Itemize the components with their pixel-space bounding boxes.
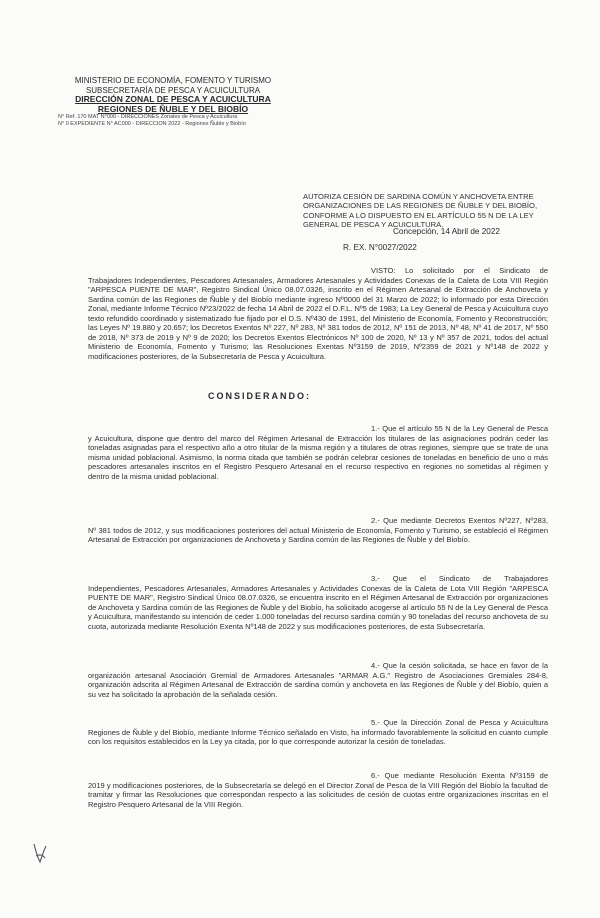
reference-line-1: N° Ref. 170 MAT N°000 - DIRECCIONES Zonales de Pesca y Acuicultura	[58, 114, 238, 120]
institution-header	[58, 76, 288, 128]
considerando-6-text: 6.- Que mediante Resolución Exenta Nº3159 de 2019 y modificaciones posteriores, de la Subsecretaría se delegó en el Director Zonal de Pesca de la VIII Región del Biobío la facultad de tramitar y firmar las Resoluciones que correspondan respecto a las solicitudes de cesión de cuotas entre organizaciones inscritas en el Registro Pesquero Artesanal de la VIII Región.	[88, 771, 548, 809]
ministry-line: MINISTERIO DE ECONOMÍA, FOMENTO Y TURISMO	[74, 76, 272, 85]
considerando-6	[88, 771, 548, 809]
considerando-3	[88, 574, 548, 631]
resolution-matter: AUTORIZA CESIÓN DE SARDINA COMÚN Y ANCHOVETA ENTRE ORGANIZACIONES DE LAS REGIONES DE ÑUBLE Y DEL BIOBÍO, CONFORME A LO DISPUESTO EN EL ARTÍCULO 55 N DE LA LEY GENERAL DE PESCA Y ACUICULTURA.	[303, 192, 538, 229]
regions-line: REGIONES DE ÑUBLE Y DEL BIOBÍO	[97, 103, 249, 114]
handwritten-initial-mark	[30, 842, 50, 864]
considerando-1-text: 1.- Que el artículo 55 N de la Ley General de Pesca y Acuicultura, dispone que dentro del marco del Régimen Artesanal de Extracción los titulares de las asignaciones podrán ceder las toneladas asignadas para el respectivo año a otro titular de la misma región y a titulares de otras regiones, siempre que se trate de una misma unidad poblacional. Asimismo, la norma citada que también se podrán celebrar cesiones de toneladas en beneficio de uno o más pescadores artesanales inscritos en el Registro Pesquero Artesanal en el recurso respectivo en regiones no sometidas al régimen y dentro de la misma unidad poblacional.	[88, 424, 548, 481]
considerando-5	[88, 718, 548, 747]
zonal-direction-line: DIRECCIÓN ZONAL DE PESCA Y ACUICULTURA	[75, 94, 271, 104]
considerando-2-text: 2.- Que mediante Decretos Exentos Nº227, Nº283, Nº 381 todos de 2012, y sus modificaciones posteriores del actual Ministerio de Economía, Fomento y Turismo, se estableció el Régimen Artesanal de Extracción por organizaciones de Anchoveta y Sardina común de las Regiones de Ñuble y del Biobío.	[88, 516, 548, 545]
visto-paragraph: VISTO: Lo solicitado por el Sindicato de Trabajadores Independientes, Pescadores Artesanales, Armadores Artesanales y Actividades Conexas de la Caleta de Lota VIII Región "ARPESCA PUENTE DE MAR", Registro Sindical Único 08.07.0326, inscrito en el Régimen Artesanal de Extracción de Anchoveta y Sardina común de las Regiones de Ñuble y del Biobío mediante ingreso Nº0000 del 31 Marzo de 2022; lo informado por esta Dirección Zonal, mediante Informe Técnico Nº23/2022 de fecha 14 Abril de 2022 el D.F.L. Nº5 de 1983; La Ley General de Pesca y Acuicultura cuyo texto refundido coordinado y sistematizado fue fijado por el D.S. Nº430 de 1991, del Ministerio de Economía, Fomento y Reconstrucción; las Leyes Nº 19.880 y 20.657; los Decretos Exentos Nº 227, Nº 283, Nº 381 todos de 2012, Nº 151 de 2013, Nº 48, Nº 41 de 2017, Nº 550 de 2018, Nº 373 de 2019 y Nº 9 de 2020; los Decretos Exentos Electrónicos Nº 100 de 2020, Nº 13 y Nº 357 de 2021, todos del actual Ministerio de Economía, Fomento y Turismo; las Resoluciones Exentas Nº3159 de 2019, Nº2359 de 2021 y Nº148 de 2022 y modificaciones posteriores, de la Subsecretaría de Pesca y Acuicultura.	[88, 266, 548, 361]
subsecretariat-line: SUBSECRETARÍA DE PESCA Y ACUICULTURA	[85, 85, 261, 95]
visto-block	[88, 266, 548, 361]
considerando-4-text: 4.- Que la cesión solicitada, se hace en favor de la organización artesanal Asociación Gremial de Armadores Artesanales "ARMAR A.G." Registro de Asociaciones Gremiales 284-8, organización adscrita al Régimen Artesanal de Extracción de sardina común y anchoveta en las Regiones de Ñuble y del Biobío, quien a su vez ha solicitado la aprobación de la señalada cesión.	[88, 661, 548, 699]
considerando-4	[88, 661, 548, 699]
resolution-number: R. EX. N°0027/2022	[343, 243, 417, 252]
place-date: Concepción, 14 Abril de 2022	[393, 227, 500, 236]
considerando-2	[88, 516, 548, 545]
considerando-1	[88, 424, 548, 481]
considerando-5-text: 5.- Que la Dirección Zonal de Pesca y Acuicultura Regiones de Ñuble y del Biobío, mediante Informe Técnico señalado en Visto, ha informado favorablemente la solicitud en cuanto cumple con los requisitos establecidos en la Ley ya citada, por lo que corresponde autorizar la cesión de toneladas.	[88, 718, 548, 747]
reference-line-2: N° 0 EXPEDIENTE N° AC000 - DIRECCION 2022 - Regiones Ñuble y Biobío	[58, 121, 246, 127]
considerando-3-text: 3.- Que el Sindicato de Trabajadores Independientes, Pescadores Artesanales, Armadores Artesanales y Actividades Conexas de la Caleta de Lota VIII Región "ARPESCA PUENTE DE MAR", Registro Sindical Único 08.07.0326, se encuentra inscrito en el Régimen Artesanal de Extracción por organizaciones de Anchoveta y Sardina común de las Regiones de Ñuble y del Biobío, ha solicitado acogerse al artículo 55 N de la Ley General de Pesca y Acuicultura, manifestando su intención de ceder 1.000 toneladas del recurso sardina común y 90 toneladas del recurso anchoveta de su cuota, autorizada mediante Resolución Exenta Nº148 de 2022 y sus modificaciones posteriores, de esta Subsecretaría.	[88, 574, 548, 631]
considering-title: CONSIDERANDO:	[208, 391, 312, 401]
